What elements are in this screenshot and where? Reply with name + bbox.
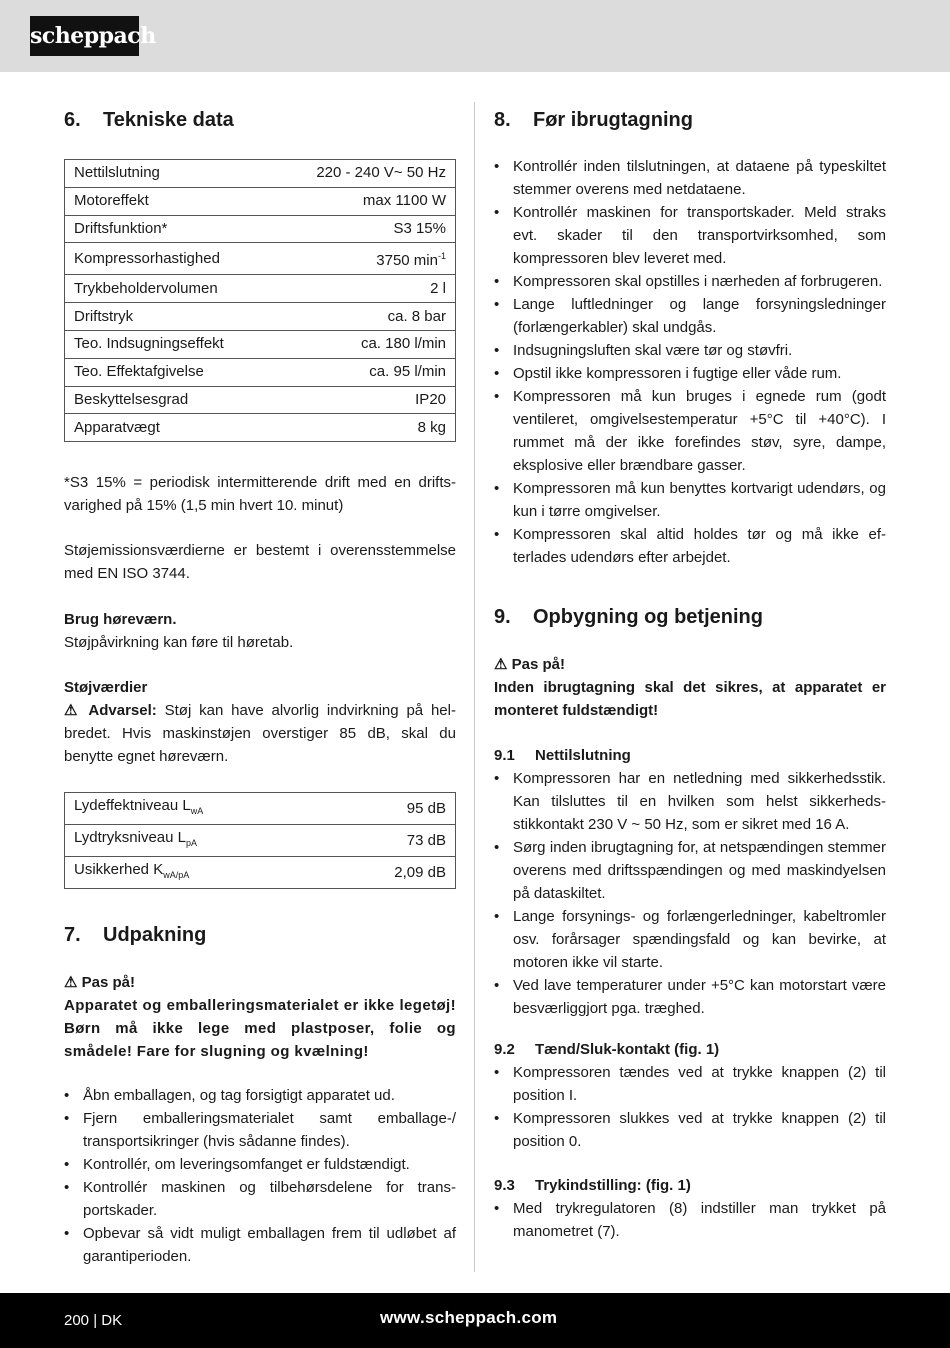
noise-row	[65, 793, 456, 825]
subsection-title: Trykindstilling: (fig. 1)	[535, 1177, 691, 1194]
noise-label-sub: wA/pA	[163, 870, 190, 880]
footer-bar	[0, 1293, 950, 1348]
subsection-number: 9.3	[494, 1177, 515, 1194]
spec-label: Teo. Effektafgivelse	[65, 358, 273, 386]
warning-label: ⚠ Advarsel:	[64, 702, 157, 719]
spec-value	[272, 358, 455, 386]
spec-row	[65, 243, 456, 275]
spec-value	[272, 243, 455, 275]
list-item: • Med trykregulatoren (8) indstiller man trykket på manometret (7).	[494, 1197, 886, 1243]
list-item: • Indsugningsluften skal være tør og støvfri.	[494, 339, 886, 362]
list-item: • Kontrollér inden tilslutningen, at dataene på typeskiltet stemmer overens med netdataene.	[494, 155, 886, 201]
spec-row	[65, 414, 456, 442]
spec-value	[272, 160, 455, 188]
website-url: www.scheppach.com	[380, 1308, 558, 1327]
column-divider	[474, 102, 475, 1272]
noise-row	[65, 857, 456, 889]
section-number: 6.	[64, 109, 81, 131]
list-item: • Kontrollér maskinen og tilbehørsdelene for transportskader.	[64, 1176, 456, 1222]
spec-value-text: 2 l	[430, 279, 446, 297]
before-use-list	[494, 155, 886, 569]
page-number: 200 | DK	[64, 1312, 123, 1329]
spec-value	[272, 414, 455, 442]
spec-row	[65, 386, 456, 414]
spec-value-text: 3750 min	[376, 252, 438, 270]
subsection-9-1-heading	[494, 744, 631, 767]
list-item: • Kompressoren slukkes ved at trykke knappen (2) til position 0.	[494, 1107, 886, 1153]
section-6-heading	[64, 107, 234, 133]
list-item: • Åbn emballagen, og tag forsigtigt apparatet ud.	[64, 1084, 456, 1107]
spec-row	[65, 215, 456, 243]
noise-warning	[64, 699, 456, 768]
section-title: Opbygning og betjening	[533, 606, 763, 628]
caution-label: ⚠ Pas på!	[494, 656, 565, 673]
subsection-title: Tænd/Sluk-kontakt (fig. 1)	[535, 1041, 720, 1058]
subsection-number: 9.1	[494, 747, 515, 764]
noise-value: 95 dB	[330, 793, 456, 825]
spec-row	[65, 303, 456, 331]
unpacking-list	[64, 1084, 456, 1268]
noise-value: 73 dB	[330, 825, 456, 857]
section-title: Tekniske data	[103, 109, 234, 131]
spec-table	[64, 159, 456, 442]
list-item: • Sørg inden ibrugtagning for, at netspændingen stemmer overens med driftsspændingen og med maskindyelsen på dataskiltet.	[494, 836, 886, 905]
pressure-setting-list	[494, 1197, 886, 1243]
on-off-switch-list	[494, 1061, 886, 1153]
spec-value-text: ca. 180 l/min	[360, 335, 446, 353]
spec-value-text: S3 15%	[393, 219, 446, 237]
list-item: • Lange forsynings- og forlængerledninger, kabeltromler osv. forårsager spændingsfald og kan bevirke, at motoren ikke vil starte.	[494, 905, 886, 974]
spec-row	[65, 275, 456, 303]
list-item: • Kompressoren må kun bruges i egnede rum (godt ventileret, omgivelsestemperatur +5°C til +40°C). I rummet må der ikke forefindes støv, syre, dampe, eksplosive eller brændbare gasser.	[494, 385, 886, 477]
subsection-9-2-heading	[494, 1038, 719, 1061]
hearing-protection-heading: Brug høreværn.	[64, 611, 177, 628]
mains-connection-list	[494, 767, 886, 1020]
spec-label: Beskyttelsesgrad	[65, 386, 273, 414]
noise-label	[65, 857, 330, 889]
list-item: • Kontrollér, om leveringsomfanget er fuldstændigt.	[64, 1153, 456, 1176]
list-item: • Kompressoren skal opstilles i nærheden af forbrugeren.	[494, 270, 886, 293]
subsection-title: Nettilslutning	[535, 747, 631, 764]
spec-label: Apparatvægt	[65, 414, 273, 442]
list-item: • Fjern emballeringsmaterialet samt emballage-/ transportsikringer (hvis sådanne findes).	[64, 1107, 456, 1153]
spec-row	[65, 187, 456, 215]
noise-emission-text: Støjemissionsværdierne er bestemt i overensstemmelse med EN ISO 3744.	[64, 542, 456, 582]
spec-label: Teo. Indsugningseffekt	[65, 330, 273, 358]
noise-label-sub: pA	[186, 838, 198, 848]
spec-value	[272, 386, 455, 414]
footnote: *S3 15% = periodisk intermitterende drift med en driftsvarighed på 15% (1,5 min hvert 10. minut)	[64, 474, 456, 514]
spec-value-text: 220 - 240 V~ 50 Hz	[316, 164, 446, 182]
list-item: • Kontrollér maskinen for transportskader. Meld straks evt. skader til den transportvirksomhed, som kompressoren blev leveret med.	[494, 201, 886, 270]
spec-value-text: ca. 8 bar	[387, 307, 446, 325]
hearing-protection-text: Støjpåvirkning kan føre til høretab.	[64, 634, 294, 651]
spec-value-sup: -1	[437, 251, 446, 262]
list-item: • Kompressoren skal altid holdes tør og må ikke efterlades udendørs efter arbejdet.	[494, 523, 886, 569]
spec-value	[272, 215, 455, 243]
section-number: 9.	[494, 606, 511, 628]
spec-value-text: max 1100 W	[362, 192, 446, 210]
section-number: 7.	[64, 924, 81, 946]
warning-text: Støj kan have alvorlig indvirkning på helbredet. Hvis maskinstøjen overstiger 85 dB, skal du benytte egnet høreværn.	[64, 702, 456, 765]
spec-value-text: ca. 95 l/min	[369, 363, 446, 381]
spec-value	[272, 275, 455, 303]
spec-label: Kompressorhastighed	[65, 243, 273, 275]
noise-row	[65, 825, 456, 857]
spec-value	[272, 187, 455, 215]
list-item: • Kompressoren har en netledning med sikkerhedsstik. Kan tilsluttes til en hvilken som helst sikkerhedsstikkontakt 230 V ~ 50 Hz, som er sikret med 16 A.	[494, 767, 886, 836]
section-title: Udpakning	[103, 924, 207, 946]
noise-label	[65, 825, 330, 857]
noise-label-text: Usikkerhed K	[74, 861, 164, 878]
spec-label: Trykbeholdervolumen	[65, 275, 273, 303]
spec-row	[65, 358, 456, 386]
header-bar	[0, 0, 950, 72]
section-7-heading	[64, 922, 206, 948]
spec-value	[272, 303, 455, 331]
list-item: • Opstil ikke kompressoren i fugtige eller våde rum.	[494, 362, 886, 385]
spec-row	[65, 330, 456, 358]
section-8-heading	[494, 107, 693, 133]
caution-text: Inden ibrugtagning skal det sikres, at apparatet er monteret fuldstændigt!	[494, 679, 886, 719]
list-item: • Opbevar så vidt muligt emballagen frem til udløbet af garantiperioden.	[64, 1222, 456, 1268]
spec-label: Motoreffekt	[65, 187, 273, 215]
caution-text: Apparatet og emballeringsmaterialet er ikke legetøj! Børn må ikke lege med plastposer, folie og smådele! Fare for slugning og kvælning!	[64, 997, 456, 1060]
noise-label-text: Lydeffektniveau L	[74, 797, 191, 814]
list-item: • Kompressoren må kun benyttes kortvarigt udendørs, og kun i tørre omgivelser.	[494, 477, 886, 523]
spec-label: Driftstryk	[65, 303, 273, 331]
list-item: • Lange luftledninger og lange forsyningsledninger (forlængerkabler) skal undgås.	[494, 293, 886, 339]
noise-label-text: Lydtryksniveau L	[74, 829, 187, 846]
noise-label	[65, 793, 330, 825]
spec-value-text: IP20	[415, 390, 446, 408]
noise-label-sub: wA	[190, 806, 204, 816]
noise-value: 2,09 dB	[330, 857, 456, 889]
section-title: Før ibrugtagning	[533, 109, 693, 131]
subsection-9-3-heading	[494, 1174, 691, 1197]
section-9-heading	[494, 604, 763, 630]
subsection-number: 9.2	[494, 1041, 515, 1058]
list-item: • Kompressoren tændes ved at trykke knappen (2) til position I.	[494, 1061, 886, 1107]
list-item: • Ved lave temperaturer under +5°C kan motorstart være besværliggjort pga. træghed.	[494, 974, 886, 1020]
caution-label: ⚠ Pas på!	[64, 974, 135, 991]
section-number: 8.	[494, 109, 511, 131]
spec-label: Nettilslutning	[65, 160, 273, 188]
scheppach-logo: scheppach	[30, 16, 139, 56]
spec-value-text: 8 kg	[417, 418, 446, 436]
noise-values-heading: Støjværdier	[64, 679, 148, 696]
spec-row	[65, 160, 456, 188]
spec-value	[272, 330, 455, 358]
noise-table	[64, 792, 456, 889]
spec-label: Driftsfunktion*	[65, 215, 273, 243]
